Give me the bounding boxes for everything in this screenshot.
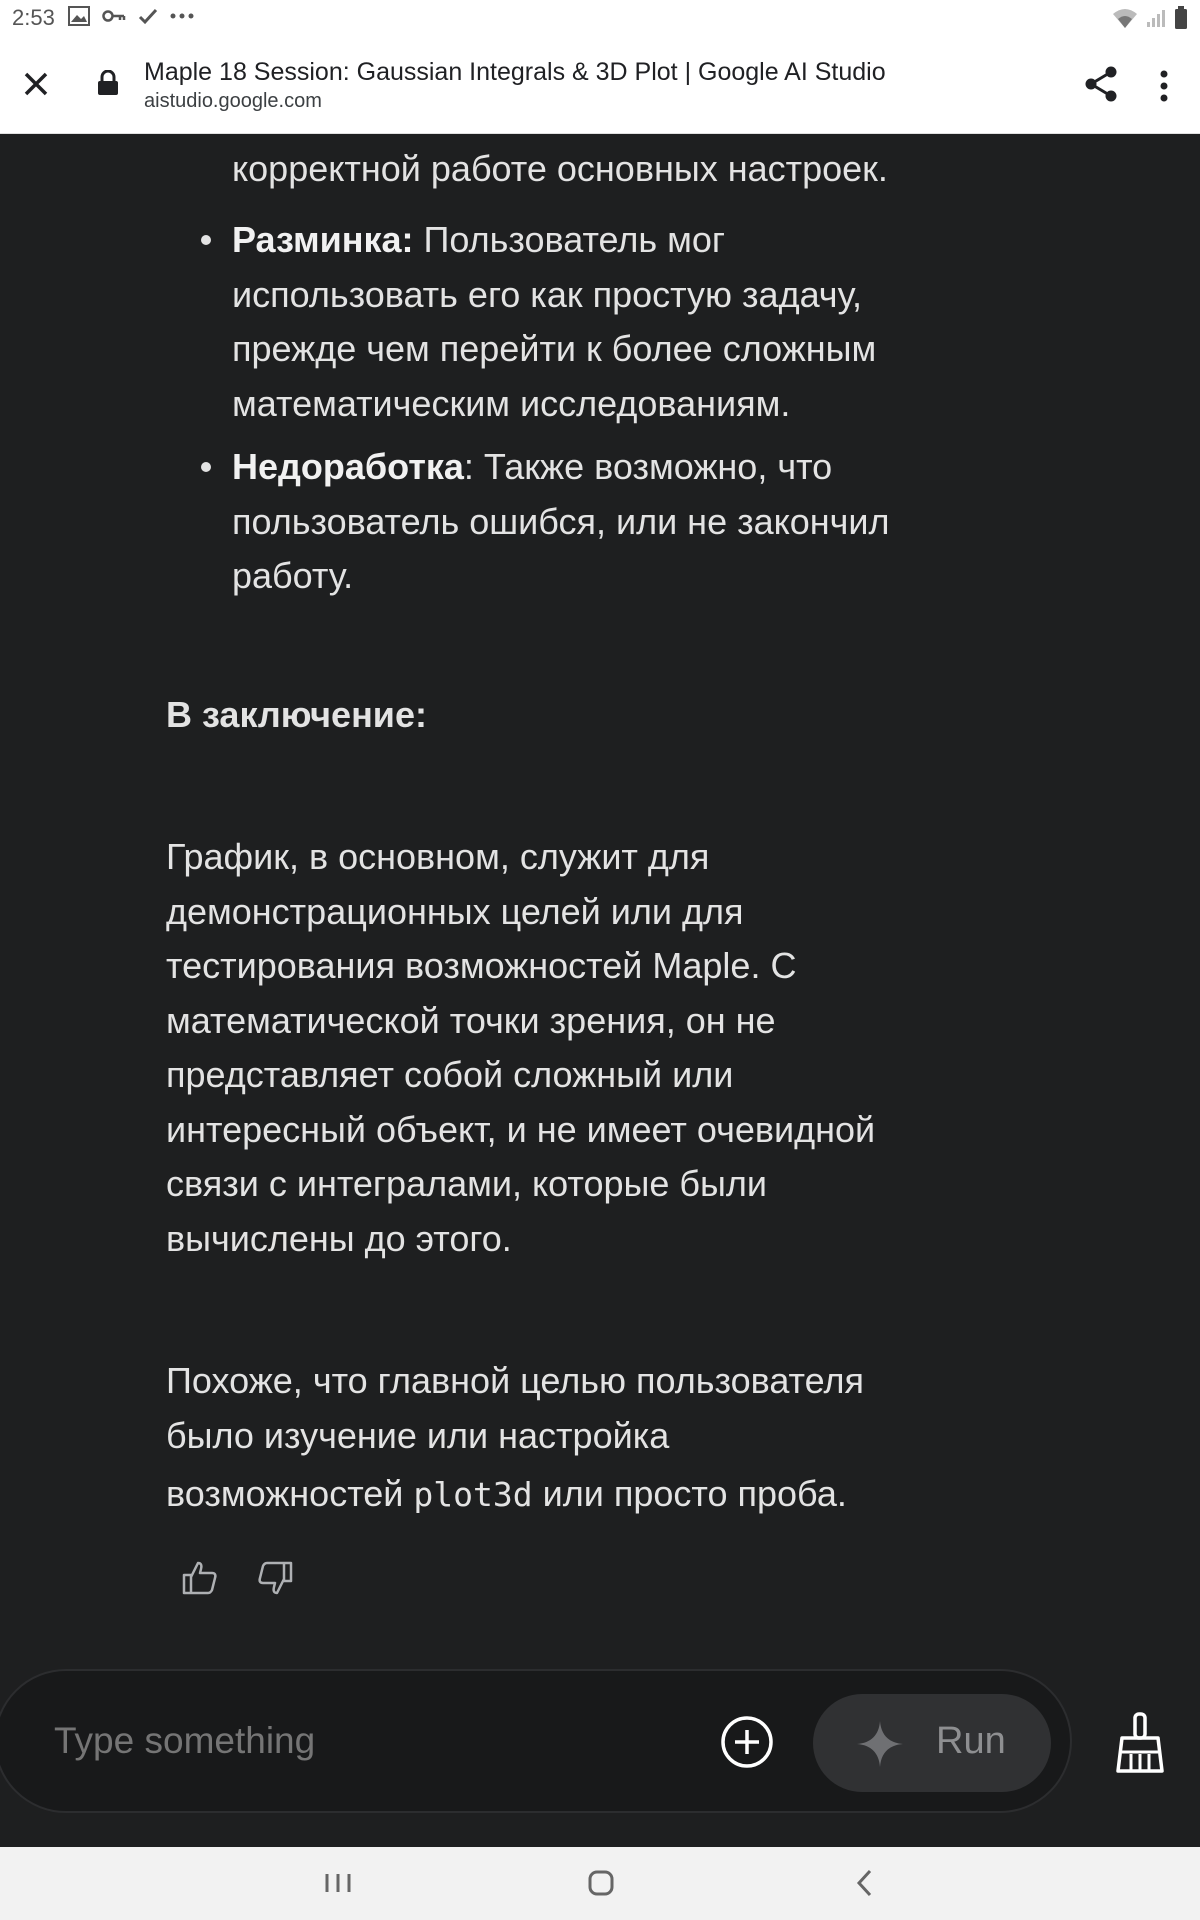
- thumbs-up-icon[interactable]: [180, 1558, 220, 1598]
- share-icon[interactable]: [1082, 64, 1120, 104]
- navigation-bar: [0, 1847, 1200, 1920]
- key-icon: [102, 8, 126, 24]
- battery-icon: [1174, 6, 1188, 30]
- add-icon[interactable]: [720, 1715, 774, 1769]
- chat-content: [0, 134, 1200, 1834]
- home-icon[interactable]: [581, 1865, 621, 1901]
- image-icon: [68, 6, 90, 26]
- status-system-icons: [1112, 6, 1188, 30]
- sparkle-icon: [855, 1719, 905, 1769]
- bullet-dot: [201, 462, 211, 472]
- paragraph-conclusion: График, в основном, служит для демонстрационных целей или для тестирования возможностей Maple. С математической точки зрения, он не представляет собой сложный или интересный объект, и не имеет очевидной связи с интегралами, которые были вычислены до этого.: [166, 836, 876, 1259]
- bullet-dot: [201, 235, 211, 245]
- paragraph-goal: Похоже, что главной целью пользователя было изучение или настройка возможностей plot3d или просто проба.: [166, 1360, 864, 1514]
- lock-icon[interactable]: [97, 70, 119, 96]
- close-icon[interactable]: [18, 66, 54, 102]
- thumbs-down-icon[interactable]: [255, 1558, 295, 1598]
- broom-icon[interactable]: [1112, 1712, 1168, 1774]
- page-title[interactable]: Maple 18 Session: Gaussian Integrals & 3D Plot | Google AI Studio: [144, 58, 886, 86]
- wifi-icon: [1112, 7, 1138, 29]
- status-bar: [0, 0, 1200, 38]
- more-vert-icon[interactable]: [1152, 66, 1176, 106]
- list-item: Недоработка: Также возможно, что пользователь ошибся, или не закончил работу.: [232, 440, 992, 604]
- recent-apps-icon[interactable]: [318, 1865, 358, 1901]
- section-heading: В заключение:: [166, 694, 427, 735]
- list-item: Разминка: Пользователь мог использовать его как простую задачу, прежде чем перейти к более сложным математическим исследованиям.: [232, 213, 992, 431]
- status-notification-icons: [68, 6, 194, 26]
- more-dots-icon: [170, 12, 194, 20]
- page-url[interactable]: aistudio.google.com: [144, 90, 322, 112]
- check-icon: [138, 7, 158, 25]
- status-time: 2:53: [12, 5, 55, 30]
- signal-icon: [1146, 8, 1166, 28]
- run-button[interactable]: [813, 1694, 1051, 1792]
- back-icon[interactable]: [845, 1865, 885, 1901]
- run-label: Run: [936, 1720, 1006, 1762]
- prompt-input[interactable]: [52, 1719, 676, 1763]
- browser-toolbar: [0, 38, 1200, 134]
- cut-line: корректной работе основных настроек.: [232, 147, 888, 189]
- inline-code: plot3d: [413, 1475, 533, 1514]
